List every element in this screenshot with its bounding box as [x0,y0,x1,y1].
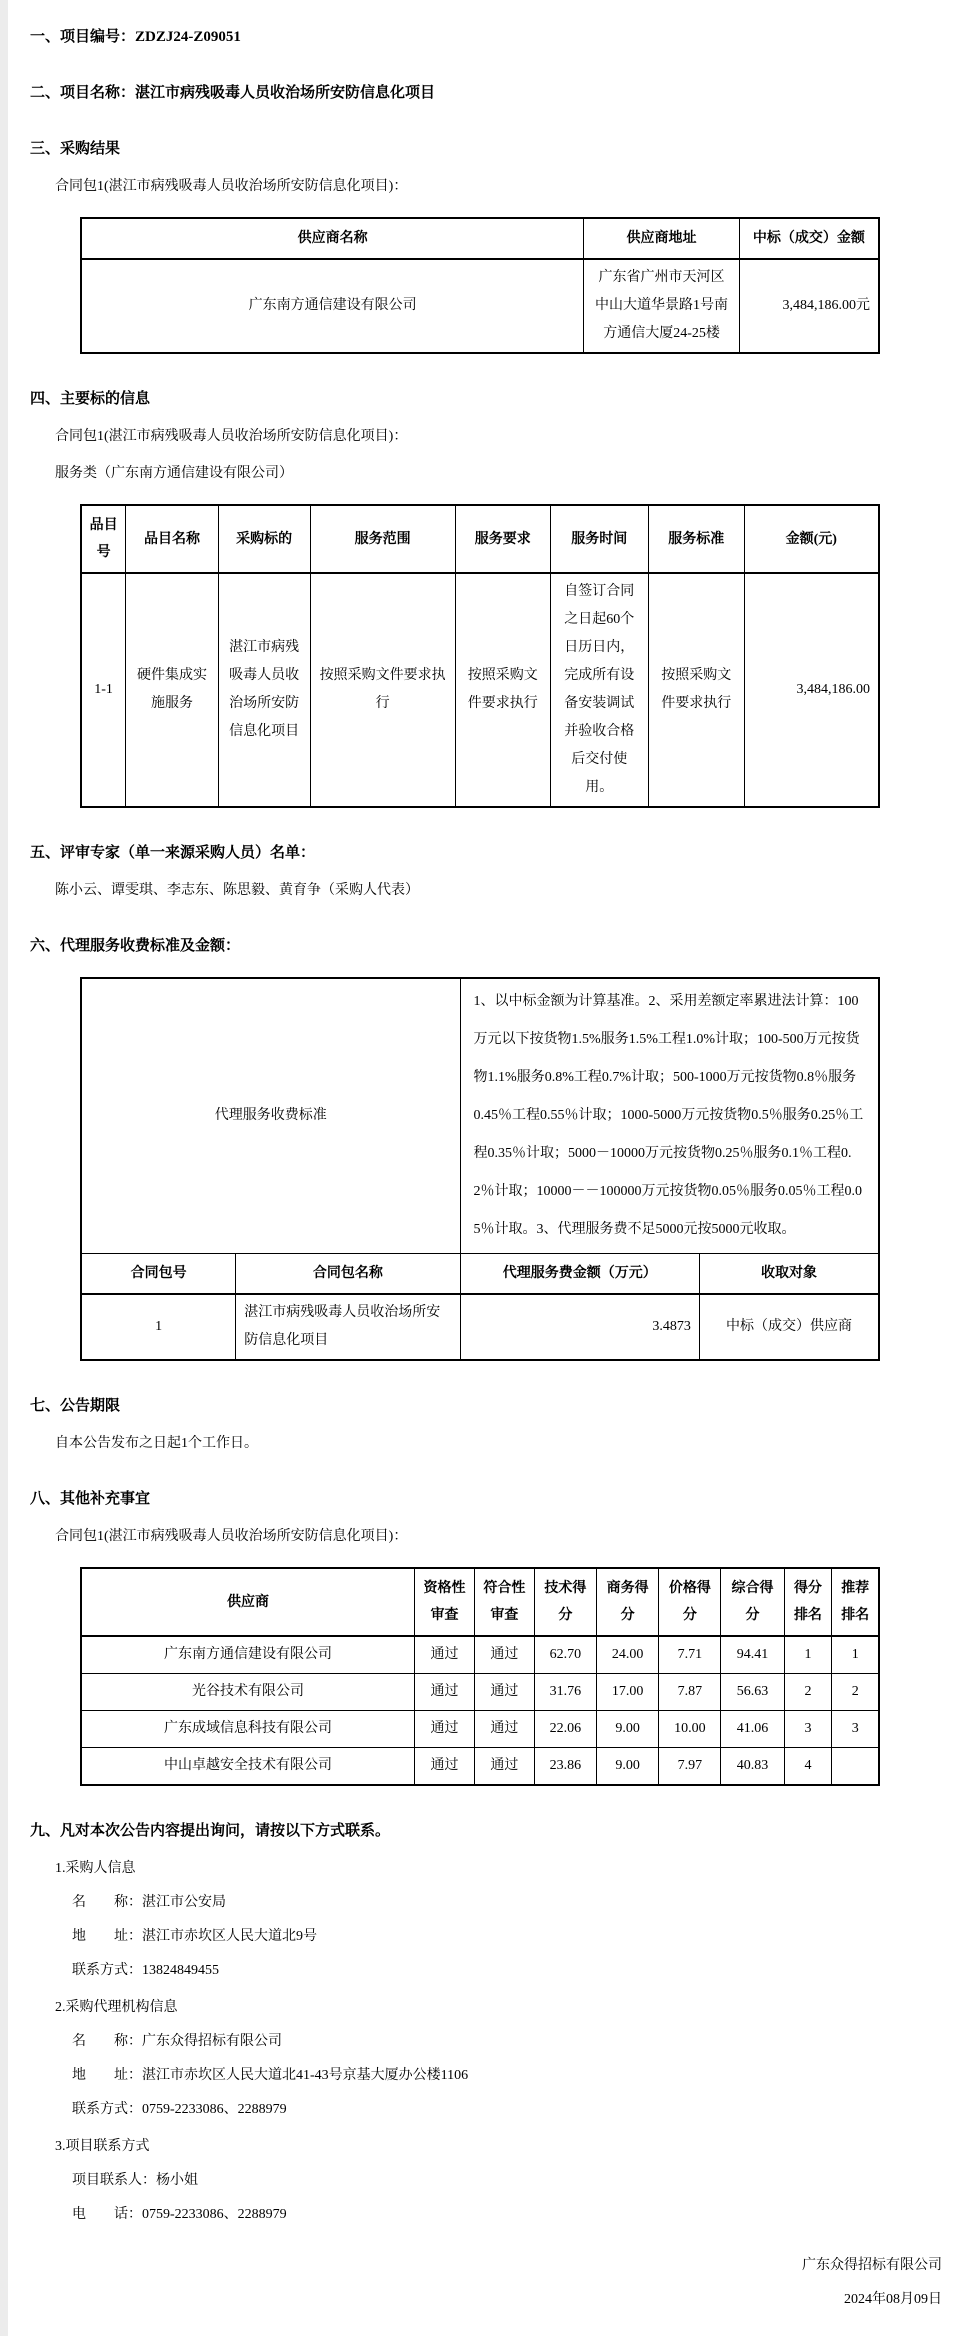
fee-standard-text: 1、以中标金额为计算基准。2、采用差额定率累进法计算：100万元以下按货物1.5%服务1.5%工程1.0%计取；100-500万元按货物1.1%服务0.8%工程0.7%计取；500-1000万元按货物0.8％服务0.45％工程0.55％计取；1000-5000万元按货物0.5％服务0.25％工程0.35％计取；5000－10000万元按货物0.25％服务0.1％工程0.2％计取；10000－－100000万元按货物0.05％服务0.05％工程0.05％计取。3、代理服务费不足5000元按5000元收取。 [460,978,879,1254]
table-cell: 31.76 [534,1674,596,1711]
table-cell: 通过 [474,1711,534,1748]
column-header: 品目名称 [126,505,219,573]
section-4-package-line: 合同包1(湛江市病残吸毒人员收治场所安防信息化项目)： [55,429,408,444]
table-cell: 17.00 [597,1674,659,1711]
table-cell: 中标（成交）供应商 [699,1294,879,1360]
column-header: 服务标准 [648,505,744,573]
table-row [81,1674,879,1711]
table-cell: 中山卓越安全技术有限公司 [81,1748,415,1786]
purchaser-phone: 联系方式：13824849455 [72,1963,219,1978]
table-cell [832,1748,879,1786]
agency-phone: 联系方式：0759-2233086、2288979 [72,2102,287,2117]
table-cell: 7.97 [659,1748,721,1786]
main-subject-table [80,504,880,808]
agency-name: 名 称：广东众得招标有限公司 [72,2034,282,2049]
table-cell: 22.06 [534,1711,596,1748]
table-cell: 通过 [474,1748,534,1786]
table-header-row [81,505,879,573]
page-left-edge [0,0,8,2336]
footer-company: 广东众得招标有限公司 [802,2258,942,2273]
table-cell: 通过 [415,1711,475,1748]
table-row [81,1636,879,1674]
column-header: 供应商 [81,1568,415,1636]
section-4-heading: 四、主要标的信息 [30,391,151,407]
section-4-category-line: 服务类（广东南方通信建设有限公司） [55,466,293,481]
fee-standard-row [81,978,879,1254]
table-cell: 通过 [415,1674,475,1711]
agency-fee-table [80,977,880,1361]
table-cell: 按照采购文件要求执行 [310,573,455,807]
section-3-package-line: 合同包1(湛江市病残吸毒人员收治场所安防信息化项目)： [55,179,408,194]
table-cell: 7.71 [659,1636,721,1674]
expert-name-list: 陈小云、谭雯琪、李志东、陈思毅、黄育争（采购人代表） [55,883,419,898]
footer-date: 2024年08月09日 [844,2292,942,2307]
project-contact-phone: 电 话：0759-2233086、2288979 [72,2207,287,2222]
column-header: 价格得分 [659,1568,721,1636]
section-9-heading: 九、凡对本次公告内容提出询问，请按以下方式联系。 [30,1823,391,1839]
table-header-row [81,218,879,259]
table-cell: 按照采购文件要求执行 [455,573,550,807]
table-cell: 硬件集成实施服务 [126,573,219,807]
table-cell: 通过 [474,1674,534,1711]
column-header: 服务要求 [455,505,550,573]
column-header: 综合得分 [721,1568,784,1636]
table-cell: 7.87 [659,1674,721,1711]
table-cell: 3.4873 [460,1294,699,1360]
table-cell: 通过 [415,1748,475,1786]
column-header: 符合性审查 [474,1568,534,1636]
project-contact-person: 项目联系人：杨小姐 [72,2173,198,2188]
column-header: 合同包名称 [236,1254,460,1295]
column-header: 资格性审查 [415,1568,475,1636]
table-cell: 23.86 [534,1748,596,1786]
table-cell: 41.06 [721,1711,784,1748]
table-cell: 94.41 [721,1636,784,1674]
table-cell: 广东南方通信建设有限公司 [81,1636,415,1674]
table-row [81,1748,879,1786]
fee-header-row [81,1254,879,1295]
table-cell: 1-1 [81,573,126,807]
table-cell: 1 [832,1636,879,1674]
table-header-row [81,1568,879,1636]
table-row [81,1711,879,1748]
section-7-heading: 七、公告期限 [30,1398,121,1414]
table-row [81,259,879,353]
column-header: 得分排名 [784,1568,832,1636]
section-2-project-name: 二、项目名称：湛江市病残吸毒人员收治场所安防信息化项目 [30,85,436,101]
column-header: 代理服务费金额（万元） [460,1254,699,1295]
section-3-heading: 三、采购结果 [30,141,121,157]
column-header: 服务范围 [310,505,455,573]
column-header: 品目号 [81,505,126,573]
table-cell: 3 [784,1711,832,1748]
purchaser-address: 地 址：湛江市赤坎区人民大道北9号 [72,1929,317,1944]
column-header: 供应商地址 [584,218,740,259]
section-5-heading: 五、评审专家（单一来源采购人员）名单： [30,845,316,861]
project-contact-heading: 3.项目联系方式 [55,2139,150,2154]
table-cell: 62.70 [534,1636,596,1674]
column-header: 服务时间 [550,505,648,573]
column-header: 金额(元) [744,505,879,573]
table-cell: 光谷技术有限公司 [81,1674,415,1711]
table-cell: 9.00 [597,1748,659,1786]
table-cell: 1 [81,1294,236,1360]
purchaser-name: 名 称：湛江市公安局 [72,1895,226,1910]
table-cell: 9.00 [597,1711,659,1748]
table-row [81,573,879,807]
column-header: 推荐排名 [832,1568,879,1636]
supplier-score-table [80,1567,880,1786]
table-cell: 3,484,186.00 [744,573,879,807]
column-header: 供应商名称 [81,218,584,259]
procurement-result-table [80,217,880,354]
agency-address: 地 址：湛江市赤坎区人民大道北41-43号京基大厦办公楼1106 [72,2068,469,2083]
column-header: 中标（成交）金额 [739,218,879,259]
section-8-heading: 八、其他补充事宜 [30,1491,151,1507]
table-cell: 56.63 [721,1674,784,1711]
table-cell: 3,484,186.00元 [739,259,879,353]
section-1-project-number: 一、项目编号：ZDZJ24-Z09051 [30,29,241,45]
table-cell: 1 [784,1636,832,1674]
table-cell: 24.00 [597,1636,659,1674]
table-cell: 2 [832,1674,879,1711]
table-cell: 3 [832,1711,879,1748]
table-cell: 通过 [474,1636,534,1674]
section-8-package-line: 合同包1(湛江市病残吸毒人员收治场所安防信息化项目)： [55,1529,408,1544]
table-cell: 广东省广州市天河区中山大道华景路1号南方通信大厦24-25楼 [584,259,740,353]
table-cell: 2 [784,1674,832,1711]
column-header: 采购标的 [218,505,310,573]
table-cell: 湛江市病残吸毒人员收治场所安防信息化项目 [236,1294,460,1360]
table-cell: 湛江市病残吸毒人员收治场所安防信息化项目 [218,573,310,807]
column-header: 商务得分 [597,1568,659,1636]
column-header: 收取对象 [699,1254,879,1295]
table-cell: 按照采购文件要求执行 [648,573,744,807]
column-header: 合同包号 [81,1254,236,1295]
agency-info-heading: 2.采购代理机构信息 [55,2000,178,2015]
table-cell: 通过 [415,1636,475,1674]
section-6-heading: 六、代理服务收费标准及金额： [30,938,241,954]
table-cell: 自签订合同之日起60个日历日内，完成所有设备安装调试并验收合格后交付使用。 [550,573,648,807]
table-cell: 40.83 [721,1748,784,1786]
table-cell: 4 [784,1748,832,1786]
column-header: 技术得分 [534,1568,596,1636]
table-cell: 广东成域信息科技有限公司 [81,1711,415,1748]
purchaser-info-heading: 1.采购人信息 [55,1861,136,1876]
table-cell: 广东南方通信建设有限公司 [81,259,584,353]
table-cell: 10.00 [659,1711,721,1748]
fee-standard-label: 代理服务收费标准 [81,978,460,1254]
announcement-period-text: 自本公告发布之日起1个工作日。 [55,1436,258,1451]
fee-data-row [81,1294,879,1360]
